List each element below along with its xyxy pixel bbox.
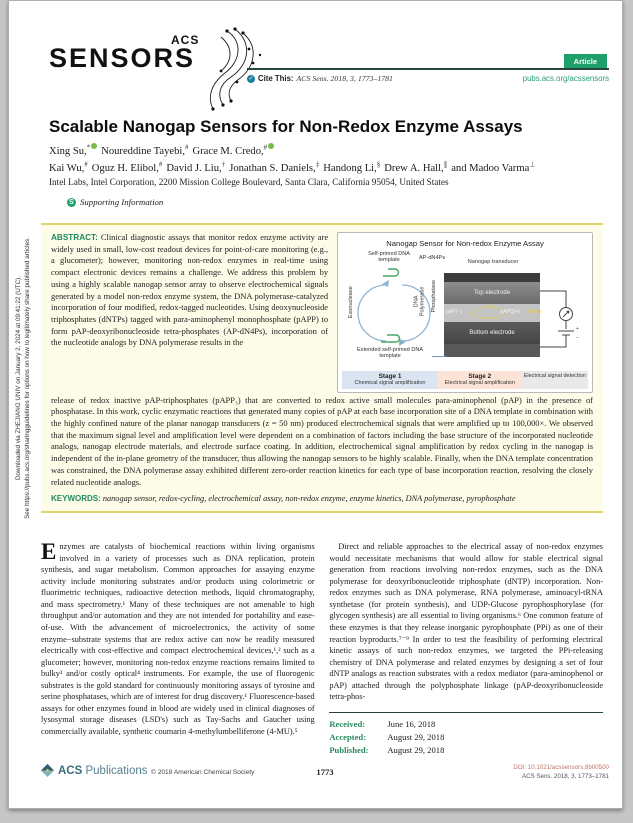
- received-row: [329, 718, 603, 731]
- abstract-text-part1: [51, 232, 328, 393]
- right-column: [329, 541, 603, 757]
- paper-page: [8, 0, 623, 809]
- author-affiliation-mark: #: [184, 143, 189, 151]
- self-primed-label: Self-primed DNA template: [368, 251, 411, 264]
- extended-template-label: Extended self-primed DNA template: [356, 347, 424, 360]
- author-affiliation-mark: ‡: [315, 160, 320, 169]
- author-name: Grace M. Credo,: [192, 145, 264, 157]
- author-name: Kai Wu,: [49, 162, 85, 174]
- author-item: [91, 160, 163, 174]
- readout-circuit-graphic: [540, 273, 580, 359]
- author-affiliation-mark: #: [84, 160, 88, 169]
- orcid-icon[interactable]: [91, 143, 97, 149]
- author-item: [323, 160, 381, 174]
- doi-block: [513, 764, 609, 781]
- logo-swirl-graphic: [197, 27, 275, 113]
- page-number: 1773: [316, 767, 334, 777]
- author-item: [49, 143, 97, 157]
- pap-flow-line: [432, 356, 446, 357]
- graphical-abstract: [337, 232, 593, 393]
- figure-content: [342, 251, 588, 367]
- cite-reference[interactable]: ACS Sens. 2018, 3, 1773–1781: [296, 74, 393, 83]
- sensors-logo-text: SENSORS: [49, 43, 196, 73]
- abstract-body-1: Clinical diagnostic assays that monitor redox enzyme activity are widely used in small, low-cost readout devices for point-of-care monitoring (e.g., a glucometer); however, monitoring non-redox enzymes in real-time using compact electronic devices remains a challenge. We address this problem by using a highly scalable nanogap sensor array to observe electrochemical signals generated by a model non-redox enzyme system, the DNA polymerase-catalyzed incorporation of four modified, redox-tagged nucleotides. Using deoxynucleoside triphosphates (dNTPs) tagged with para-aminophenyl monophosphate (pAPP) to form pAP-deoxyribonucleoside tetra-phosphates (AP-dN4Ps), incorporation of the nucleotide analogs by DNA polymerase results in the: [51, 232, 329, 348]
- doi-link[interactable]: DOI: 10.1021/acssensors.8b00500: [513, 764, 609, 771]
- author-name: David J. Liu,: [166, 162, 222, 174]
- author-name: Drew A. Hall,: [384, 162, 444, 174]
- acs-publications-bold: ACS: [58, 764, 83, 777]
- author-item: [229, 160, 320, 174]
- download-notice-line2: See https://pubs.acs.org/sharingguidelines for options on how to legitimately share published articles.: [24, 237, 32, 519]
- top-electrode-band: Top electrode: [444, 282, 540, 304]
- acs-publications-icon: [41, 764, 54, 777]
- download-notice-line1: Downloaded via ZHEJIANG UNIV on January 2, 2024 at 09:41:22 (UTC).: [15, 275, 22, 481]
- cite-icon[interactable]: ✓: [248, 75, 254, 82]
- article-type-badge: Article: [564, 54, 607, 69]
- intro-paragraph: nzymes are catalysts of biochemical reactions within living organisms involved in a variety of processes such as DNA replication, protein synthesis, and sugar metabolism. Common approaches for assaying enzyme activity include monitoring substrates and/or products using colorimetric or fluorimetric techniques, radioactive detection methods, liquid chromatography, and mass spectrometry.¹ Many of these techniques are not amenable to high throughput and/or automation and they are not intended for portability and ease-of-use. With the advancement of microelectronics, the activity of some enzyme−substrate systems that are redox active can now be readily measured electrically with cost-effective and compact electrochemical devices,¹,² such as a glucometer; however, monitoring non-redox enzyme reactions remains limited to bulky³ and/or costly optical⁴ instruments. For example, the use of fluorogenic substrates is the gold standard for continuously monitoring assays of tyrosine and serine phosphatases, which are of interest for drug discovery.¹ Fluorescence-based assays for other enzymes found in blood are widely used in clinical diagnoses of lysosymal storage diseases (LSD's) such as Tay-Sachs and Gaucher using commercially available, synthetic coumarin 4-methylumbelliferone (4-MU).⁵: [41, 542, 315, 736]
- dna-polymerase-label: DNA Polymerase: [413, 286, 427, 317]
- dates-box: [329, 712, 603, 757]
- author-item: [384, 160, 448, 174]
- author-affiliation-mark: *: [86, 143, 91, 151]
- author-name: Handong Li,: [323, 162, 377, 174]
- top-passivation-band: [444, 273, 540, 282]
- author-name: Xing Su,: [49, 145, 87, 157]
- copyright-text: © 2018 American Chemical Society: [151, 769, 255, 776]
- author-item: [451, 160, 536, 174]
- author-item: [166, 160, 226, 174]
- cite-this-label[interactable]: Cite This:: [258, 74, 294, 83]
- acs-publications-logo[interactable]: [41, 764, 148, 777]
- stage-cell: [522, 371, 588, 389]
- citation-bar: [247, 74, 609, 83]
- exonuclease-label: Exonuclease: [347, 286, 354, 319]
- author-affiliation-mark: ⊥: [529, 160, 536, 169]
- author-affiliation-mark: #: [263, 143, 268, 151]
- supporting-info-label[interactable]: Supporting Information: [80, 197, 164, 207]
- acs-logo-text: ACS: [171, 33, 200, 47]
- affiliation-line: Intel Labs, Intel Corporation, 2200 Mission College Boulevard, Santa Clara, California 95054, United States: [49, 177, 449, 187]
- abstract-text-part2: release of redox inactive pAP-triphosphates (pAPP₃) that are converted to redox active small molecules para-aminophenol (pAP) in the presence of phosphatase. In this work, cyclic enzymatic reactions that generated many copies of pAP at each base incorporation site of a DNA template in combination with the highly confined nature of the planar nanogap transducers (z = 50 nm) produced electrochemical signals that were amplified up to 100,000×. We observed that the maximum signal level and amplification level were dependent on a combination of factors including the base structure of the incorporated nucleotide analogs, nanogap electrode materials, and electrode surface coating. In addition, electrochemical signal amplification by redox cycling in the nanogap is independent of the in-plane geometry of the transducer, thus allowing the nanogap sensors to be highly scalable. Finally, when the DNA template concentration was constrained, the DNA polymerase assay exhibited different zero-order reaction kinetics for each type of base incorporation reaction, resolving the closely related nucleotide analogs.: [51, 394, 593, 487]
- stage-title: Stage 1: [378, 373, 402, 380]
- author-item: [192, 143, 274, 157]
- dna-hairpin-extended-icon: [380, 333, 406, 345]
- nanogap-band: [444, 304, 540, 322]
- pap-oxidized-label: pAPQ(+): [500, 309, 521, 315]
- svg-text:n: n: [399, 340, 402, 345]
- gap-size-label: 50 nm: [527, 309, 542, 315]
- author-affiliation-mark: §: [376, 160, 381, 169]
- journal-url-link[interactable]: pubs.acs.org/acssensors: [522, 74, 609, 83]
- author-affiliation-mark: †: [221, 160, 226, 169]
- journal-logo: [49, 31, 259, 109]
- stage-subtitle: Chemical signal amplification: [354, 380, 426, 386]
- stage-title: Stage 2: [468, 373, 492, 380]
- published-label: Published:: [329, 744, 369, 755]
- received-label: Received:: [329, 718, 366, 729]
- phosphatase-label: Phosphatase: [430, 279, 437, 313]
- ap-dn4ps-label: AP-dN4Ps: [419, 255, 446, 261]
- svg-text:+: +: [576, 326, 579, 332]
- author-list: [49, 142, 597, 177]
- keywords-text: nanogap sensor, redox-cycling, electrochemical assay, non-redox enzyme, enzyme kinetics, DNA polymerase, pyrophosphate: [102, 494, 516, 504]
- author-affiliation-mark: ∥: [443, 160, 448, 169]
- accepted-label: Accepted:: [329, 731, 367, 742]
- accepted-row: [329, 731, 603, 744]
- bottom-electrode-band: Bottom electrode: [444, 322, 540, 344]
- acs-publications-rest: Publications: [82, 764, 148, 777]
- dna-hairpin-icon: [382, 267, 404, 279]
- published-row: [329, 744, 603, 757]
- stage-cell: [342, 371, 438, 389]
- page-footer: [41, 764, 609, 786]
- left-column: [41, 541, 315, 757]
- author-item: [49, 160, 88, 174]
- second-paragraph: Direct and reliable approaches to the electrical assay of non-redox enzymes would necessitate mechanisms that would allow for stable electrical signal generation from reactions involving non-redox enzymes, such as the DNA polymerase for deoxyribonucleotide triphosphate (dNTP) incorporation. Non-redox enzymes such as DNA polymerase, RNA polymerase, aminoacyl-tRNA synthetase (for protein synthesis), and UDP-Glucose pyrophosphorylase (for glycogen synthesis) are all essential to living organisms.⁶ One common feature of these enzymes is that they release inorganic pyrophosphate (PPi) as one of their reaction byproducts.⁷⁻⁹ In order to test the feasibility of performing electrical kinetic assays of such non-redox enzymes, we targeted the PPi-releasing chemistry of DNA polymerase and related enzymes by designing a set of four dNTP analogs as reaction substrates with a redox mediator (para-aminophenol or pAP) attached through the polyphosphate linkage (pAP-deoxyribonucleoside tetra-phos-: [329, 542, 603, 702]
- stage-subtitle: Electrical signal detection: [523, 373, 586, 379]
- stage-subtitle: Electrical signal amplification: [444, 380, 515, 386]
- author-name: Jonathan S. Daniels,: [229, 162, 316, 174]
- received-date: June 16, 2018: [387, 718, 436, 729]
- supporting-info-icon: S: [67, 198, 76, 207]
- orcid-icon[interactable]: [268, 143, 274, 149]
- bottom-substrate-band: [444, 344, 540, 357]
- header-rule: [247, 68, 609, 70]
- keywords-label: KEYWORDS:: [51, 494, 101, 504]
- published-date: August 29, 2018: [387, 744, 445, 755]
- author-affiliation-mark: #: [158, 160, 163, 169]
- keywords-line: [51, 493, 593, 505]
- citation-footer: ACS Sens. 2018, 3, 1773–1781: [521, 772, 609, 780]
- download-notice: [14, 104, 36, 652]
- author-name: Noureddine Tayebi,: [101, 145, 185, 157]
- electron-out-label: − e: [486, 303, 493, 308]
- dropcap: E: [41, 539, 57, 564]
- accepted-date: August 29, 2018: [387, 731, 445, 742]
- nanogap-cross-section: [444, 273, 540, 357]
- abstract-box: [41, 223, 603, 513]
- author-name: and Madoo Varma: [451, 162, 530, 174]
- pap-reduced-label: pAP(−): [446, 309, 462, 315]
- stage-bar: [342, 371, 588, 389]
- author-name: Oguz H. Elibol,: [91, 162, 159, 174]
- author-item: [101, 143, 189, 157]
- nanogap-transducer-label: Nanogap transducer: [467, 259, 519, 265]
- supporting-information[interactable]: [67, 197, 163, 207]
- electron-in-label: + e: [486, 315, 493, 320]
- stage-cell: [438, 371, 522, 389]
- abstract-label: ABSTRACT:: [51, 233, 98, 242]
- figure-title: Nanogap Sensor for Non-redox Enzyme Assay: [386, 239, 544, 248]
- svg-text:−: −: [576, 335, 579, 341]
- page-title: Scalable Nanogap Sensors for Non-Redox Enzyme Assays: [49, 117, 523, 136]
- body-columns: [41, 541, 603, 757]
